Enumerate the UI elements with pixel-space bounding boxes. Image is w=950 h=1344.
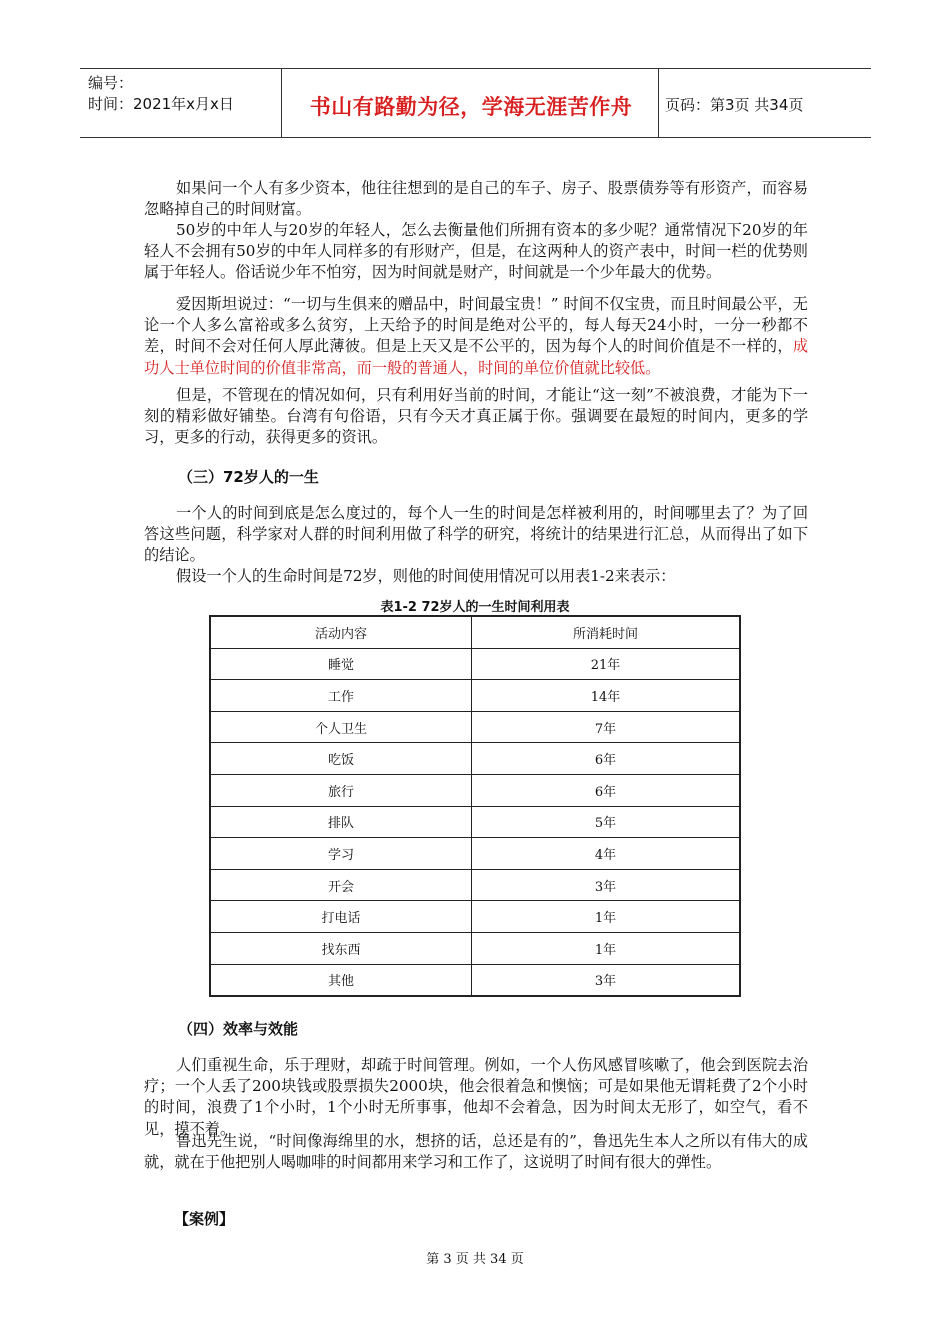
table-cell-activity: 学习 — [210, 838, 472, 870]
section-heading-72: （三）72岁人的一生 — [178, 468, 319, 486]
table-row — [210, 774, 740, 806]
table-cell-duration: 1年 — [472, 932, 741, 964]
table-header-row — [210, 616, 740, 648]
table-cell-duration: 6年 — [472, 774, 741, 806]
table-cell-activity: 其他 — [210, 964, 472, 996]
table-cell-duration: 14年 — [472, 680, 741, 712]
table-cell-activity: 吃饭 — [210, 743, 472, 775]
paragraph-capital: 如果问一个人有多少资本，他往往想到的是自己的车子、房子、股票债券等有形资产，而容易忽略掉自己的时间财富。 — [144, 179, 808, 219]
header-divider — [281, 69, 282, 137]
table-cell-activity: 开会 — [210, 869, 472, 901]
table-cell-activity: 排队 — [210, 806, 472, 838]
header-meta — [88, 73, 278, 115]
footer-page-number: 第 3 页 共 34 页 — [426, 1252, 524, 1267]
table-cell-duration: 6年 — [472, 743, 741, 775]
header-motto: 书山有路勤为径，学海无涯苦作舟 — [309, 95, 633, 119]
column-header-duration: 所消耗时间 — [472, 616, 741, 648]
section-heading-efficiency: （四）效率与效能 — [178, 1020, 299, 1038]
highlighted-sentence: 成功人士单位时间的价值非常高，而一般的普通人，时间的单位价值就比较低。 — [144, 337, 808, 377]
table-cell-activity: 旅行 — [210, 774, 472, 806]
table-cell-duration: 3年 — [472, 869, 741, 901]
table-row — [210, 743, 740, 775]
table-cell-duration: 5年 — [472, 806, 741, 838]
table-cell-duration: 3年 — [472, 964, 741, 996]
table-cell-duration: 21年 — [472, 648, 741, 680]
paragraph-einstein-text: 爱因斯坦说过：“一切与生俱来的赠品中，时间最宝贵！” 时间不仅宝贵，而且时间最公平，无论一个人多么富裕或多么贫穷，上天给予的时间是绝对公平的，每人每天24小时，一分一秒都不差，时间不会对任何人厚此薄彼。但是上天又是不公平的，因为每个人的时间价值是不一样的， — [144, 295, 808, 356]
table-row — [210, 869, 740, 901]
table-cell-duration: 4年 — [472, 838, 741, 870]
table-cell-activity: 个人卫生 — [210, 711, 472, 743]
table-row — [210, 964, 740, 996]
paragraph-luxun: 鲁迅先生说，“时间像海绵里的水，想挤的话，总还是有的”，鲁迅先生本人之所以有伟大的成就，就在于他把别人喝咖啡的时间都用来学习和工作了，这说明了时间有很大的弹性。 — [144, 1132, 808, 1172]
table-row — [210, 648, 740, 680]
table-cell-activity: 找东西 — [210, 932, 472, 964]
table-row — [210, 680, 740, 712]
table-row — [210, 932, 740, 964]
table-row — [210, 901, 740, 933]
page-header — [80, 68, 871, 138]
paragraph-time-management: 人们重视生命，乐于理财，却疏于时间管理。例如，一个人伤风感冒咳嗽了，他会到医院去治疗；一个人丢了200块钱或股票损失2000块，他会很着急和懊恼；可是如果他无谓耗费了2个小时的时间，浪费了1个小时，1个小时无所事事，他却不会着急，因为时间太无形了，如空气，看不见，摸不着。 — [144, 1056, 808, 1138]
table-row — [210, 711, 740, 743]
header-number-label: 编号： — [88, 74, 134, 92]
paragraph-assumption: 假设一个人的生命时间是72岁，则他的时间使用情况可以用表1-2来表示： — [176, 567, 676, 585]
table-cell-duration: 1年 — [472, 901, 741, 933]
table-row — [210, 806, 740, 838]
paragraph-youth: 50岁的中年人与20岁的年轻人，怎么去衡量他们所拥有资本的多少呢？通常情况下20岁的年轻人不会拥有50岁的中年人同样多的有形财产，但是，在这两种人的资产表中，时间一栏的优势则属于年轻人。俗话说少年不怕穷，因为时间就是财产，时间就是一个少年最大的优势。 — [144, 221, 808, 282]
table-caption: 表1-2 72岁人的一生时间利用表 — [380, 600, 570, 615]
table-row — [210, 838, 740, 870]
table-cell-activity: 工作 — [210, 680, 472, 712]
time-usage-table — [209, 615, 741, 997]
table-cell-duration: 7年 — [472, 711, 741, 743]
page-footer — [0, 1248, 950, 1267]
case-label: 【案例】 — [174, 1210, 235, 1228]
header-date-label: 时间：2021年x月x日 — [88, 95, 234, 113]
header-page-label: 页码：第3页 共34页 — [665, 96, 804, 114]
column-header-activity: 活动内容 — [210, 616, 472, 648]
table-cell-activity: 打电话 — [210, 901, 472, 933]
paragraph-this-moment: 但是，不管现在的情况如何，只有利用好当前的时间，才能让“这一刻”不被浪费，才能为下一刻的精彩做好铺垫。台湾有句俗语，只有今天才真正属于你。强调要在最短的时间内，更多的学习，更多的行动，获得更多的资讯。 — [144, 386, 808, 447]
paragraph-research: 一个人的时间到底是怎么度过的，每个人一生的时间是怎样被利用的，时间哪里去了？为了回答这些问题，科学家对人群的时间利用做了科学的研究，将统计的结果进行汇总，从而得出了如下的结论。 — [144, 504, 808, 565]
paragraph-einstein — [144, 294, 808, 379]
header-divider — [658, 69, 659, 137]
table-cell-activity: 睡觉 — [210, 648, 472, 680]
